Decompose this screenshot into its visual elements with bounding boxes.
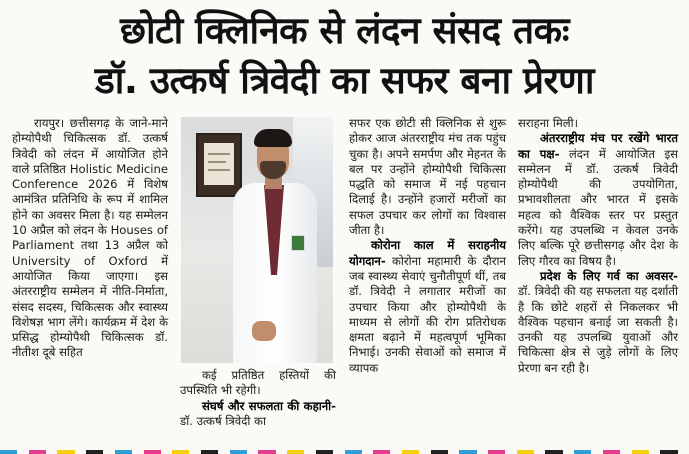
color-bar-segment [660, 450, 677, 454]
column-3-text-2: कोरोना महामारी के दौरान जब स्वास्थ्य सेवाएं चुनौतीपूर्ण थीं, तब डॉ. त्रिवेदी ने लगातार मरीजों का उपचार किया और होम्योपैथी के माध्यम से लोगों की रोग प्रतिरोधक क्षमता बढ़ाने में महत्वपूर्ण भूमिका निभाई। उनकी सेवाओं को समाज में व्यापक [349, 253, 506, 375]
article-column-1 [12, 116, 168, 361]
column-4-text-2: लंदन में आयोजित इस सम्मेलन में डॉ. उत्कर्ष त्रिवेदी होम्योपैथी की उपयोगिता, प्रभावशीलता और भारत में इसके महत्व को वैश्विक स्तर पर प्रस्तुत करेंगे। यह उपलब्धि न केवल उनके लिए बल्कि पूरे छत्तीसगढ़ और देश के लिए गौरव का विषय है। [518, 146, 678, 268]
color-bar-segment [258, 450, 275, 454]
color-bar-segment [459, 450, 476, 454]
color-bar-segment [402, 450, 419, 454]
subhead-international: अंतरराष्ट्रीय मंच पर रखेंगे भारत का पक्ष- [518, 131, 678, 161]
color-bar-segment [517, 450, 534, 454]
color-bar-segment [545, 450, 562, 454]
article-column-3 [349, 116, 506, 376]
column-4-text-3: डॉ. त्रिवेदी की यह सफलता यह दर्शाती है कि छोटे शहरों से निकलकर भी वैश्विक पहचान बनाई जा सकती है। उनकी यह उपलब्धि युवाओं और चिकित्सा क्षेत्र से जुड़े लोगों के लिए प्रेरणा बन रही है। [518, 284, 678, 375]
color-bar-segment [57, 450, 74, 454]
color-bar-segment [488, 450, 505, 454]
subhead-struggle: संघर्ष और सफलता की कहानी- [202, 398, 336, 413]
column-1-text: रायपुर। छत्तीसगढ़ के जाने-माने होम्योपैथी चिकित्सक डॉ. उत्कर्ष त्रिवेदी को लंदन में आयोजित होने वाले प्रतिष्ठित Holistic Medicine Conference 2026 में विशेष आमंत्रित प्रतिनिधि के रूप में शामिल होने का अवसर मिला है। यह सम्मेलन 10 अप्रैल को लंदन के Houses of Parliament तथा 13 अप्रैल को University of Oxford में आयोजित किया जाएगा। इस अंतरराष्ट्रीय सम्मेलन में नीति-निर्माता, संसद सदस्य, चिकित्सक और स्वास्थ्य विशेषज्ञ भाग लेंगे। कार्यक्रम में देश के प्रसिद्ध होम्योपैथी चिकित्सक डॉ. नीतीश दूबे सहित [12, 116, 168, 360]
color-bar-segment [115, 450, 132, 454]
headline-line-2: डॉ. उत्कर्ष त्रिवेदी का सफर बना प्रेरणा [94, 59, 595, 102]
color-bar-segment [0, 450, 17, 454]
doctor-photo [181, 117, 333, 363]
column-2-text-2: डॉ. उत्कर्ष त्रिवेदी का [180, 413, 266, 428]
color-bar-segment [287, 450, 304, 454]
color-bar-segment [632, 450, 649, 454]
color-bar-segment [172, 450, 189, 454]
beard [260, 161, 286, 179]
column-2-text: कई प्रतिष्ठित हस्तियों की उपस्थिति भी रहेगी। [180, 368, 336, 398]
wall-certificate [196, 133, 242, 197]
coat-badge [291, 235, 305, 251]
color-bar-segment [144, 450, 161, 454]
color-bar-segment [373, 450, 390, 454]
column-4-text: सराहना मिली। [518, 116, 579, 130]
color-bar-segment [29, 450, 46, 454]
color-bar-segment [316, 450, 333, 454]
hand [252, 321, 276, 341]
color-bar-segment [345, 450, 362, 454]
color-bar-segment [201, 450, 218, 454]
color-bar-segment [230, 450, 247, 454]
column-3-text: सफर एक छोटी सी क्लिनिक से शुरू होकर आज अंतरराष्ट्रीय मंच तक पहुंच चुका है। अपने समर्पण और मेहनत के बल पर उन्होंने होम्योपैथी चिकित्सा पद्धति को समाज में नई पहचान दिलाई है। उन्होंने हजारों मरीजों का सफल उपचार कर लोगों का विश्वास जीता है। [349, 116, 506, 238]
color-bar-segment [574, 450, 591, 454]
article-column-4 [518, 116, 678, 376]
headline-line-1: छोटी क्लिनिक से लंदन संसद तकः [120, 9, 569, 52]
subhead-corona: कोरोना काल में सराहनीय योगदान- [349, 238, 506, 268]
color-bar-segment [603, 450, 620, 454]
subhead-pride: प्रदेश के लिए गर्व का अवसर- [540, 268, 678, 283]
hair [254, 129, 292, 147]
color-bar-segment [431, 450, 448, 454]
article-column-2 [180, 368, 336, 429]
color-bar-segment [86, 450, 103, 454]
